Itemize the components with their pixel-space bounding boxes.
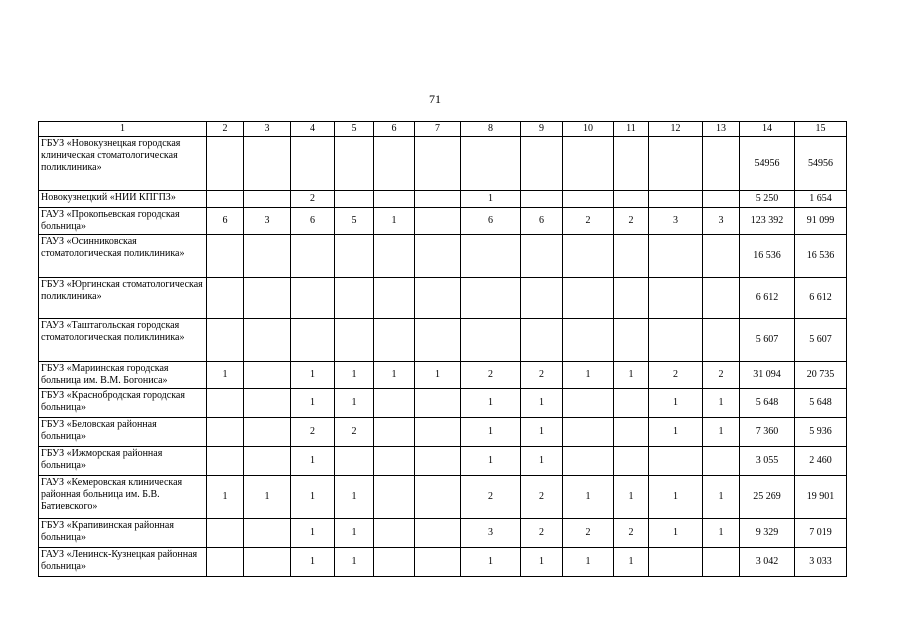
- table-cell: [244, 519, 291, 548]
- data-table: [38, 121, 847, 577]
- table-cell: [563, 278, 614, 319]
- table-cell: 1: [291, 476, 335, 519]
- table-cell: 54956: [740, 137, 795, 191]
- table-cell: [207, 319, 244, 362]
- table-cell: [614, 235, 649, 278]
- table-cell: [521, 191, 563, 208]
- table-row: [39, 418, 847, 447]
- table-cell: 3 055: [740, 447, 795, 476]
- table-cell: [521, 278, 563, 319]
- table-cell: [563, 235, 614, 278]
- table-cell: 1: [415, 362, 461, 389]
- table-cell: [335, 235, 374, 278]
- table-cell: [563, 418, 614, 447]
- table-cell: 2: [461, 476, 521, 519]
- table-cell: 1: [291, 362, 335, 389]
- table-cell: [335, 191, 374, 208]
- table-cell: 6: [291, 208, 335, 235]
- table-cell: [291, 235, 335, 278]
- table-cell: 1: [563, 476, 614, 519]
- table-cell: [207, 235, 244, 278]
- table-cell: 9 329: [740, 519, 795, 548]
- table-cell: [415, 191, 461, 208]
- table-cell: 1: [614, 548, 649, 577]
- table-cell: [415, 476, 461, 519]
- table-cell: 1 654: [795, 191, 847, 208]
- table-cell: 2: [461, 362, 521, 389]
- table-row: [39, 548, 847, 577]
- column-header: 12: [649, 122, 703, 137]
- table-cell: 1: [291, 548, 335, 577]
- column-header: 5: [335, 122, 374, 137]
- table-cell: 6: [461, 208, 521, 235]
- table-cell: 54956: [795, 137, 847, 191]
- table-cell: [374, 548, 415, 577]
- header-row: [39, 122, 847, 137]
- table-cell: [207, 137, 244, 191]
- table-cell: [207, 278, 244, 319]
- table-cell: 1: [703, 519, 740, 548]
- institution-name: ГБУЗ «Юргинская стоматологическая поликлиника»: [39, 278, 207, 319]
- table-cell: 2 460: [795, 447, 847, 476]
- table-cell: 5 936: [795, 418, 847, 447]
- table-cell: [207, 519, 244, 548]
- institution-name: ГБУЗ «Ижморская районная больница»: [39, 447, 207, 476]
- table-cell: 1: [335, 389, 374, 418]
- table-cell: [649, 191, 703, 208]
- table-cell: [244, 362, 291, 389]
- table-cell: 1: [461, 389, 521, 418]
- table-cell: [415, 389, 461, 418]
- table-cell: [703, 191, 740, 208]
- table-cell: 1: [207, 476, 244, 519]
- table-cell: 1: [335, 548, 374, 577]
- table-cell: [703, 548, 740, 577]
- table-cell: [244, 235, 291, 278]
- table-cell: [374, 319, 415, 362]
- table-cell: [461, 278, 521, 319]
- table-cell: 1: [335, 476, 374, 519]
- table-cell: [415, 418, 461, 447]
- institution-name: ГБУЗ «Новокузнецкая городская клиническая стоматологическая поликлиника»: [39, 137, 207, 191]
- table-cell: 1: [521, 389, 563, 418]
- column-header: 3: [244, 122, 291, 137]
- table-cell: [244, 137, 291, 191]
- table-row: [39, 476, 847, 519]
- table-cell: 1: [291, 519, 335, 548]
- table-cell: [207, 418, 244, 447]
- table-cell: 7 019: [795, 519, 847, 548]
- table-cell: [614, 389, 649, 418]
- table-cell: 1: [563, 548, 614, 577]
- table-cell: 1: [374, 362, 415, 389]
- table-cell: 5 607: [740, 319, 795, 362]
- table-cell: [374, 137, 415, 191]
- table-cell: [703, 447, 740, 476]
- table-cell: [649, 548, 703, 577]
- table-cell: [207, 548, 244, 577]
- table-cell: [415, 137, 461, 191]
- table-cell: 1: [291, 389, 335, 418]
- table-cell: 25 269: [740, 476, 795, 519]
- column-header: 6: [374, 122, 415, 137]
- table-cell: 2: [521, 476, 563, 519]
- table-cell: [521, 235, 563, 278]
- institution-name: ГБУЗ «Мариинская городская больница им. В.М. Богониса»: [39, 362, 207, 389]
- table-cell: [335, 278, 374, 319]
- table-cell: [415, 447, 461, 476]
- table-cell: 1: [291, 447, 335, 476]
- table-cell: 1: [703, 389, 740, 418]
- column-header: 9: [521, 122, 563, 137]
- table-cell: 6 612: [740, 278, 795, 319]
- table-cell: 1: [703, 418, 740, 447]
- table-cell: 16 536: [795, 235, 847, 278]
- table-cell: 6 612: [795, 278, 847, 319]
- table-cell: 3 042: [740, 548, 795, 577]
- column-header: 8: [461, 122, 521, 137]
- table-cell: 1: [461, 447, 521, 476]
- table-cell: 1: [649, 389, 703, 418]
- table-row: [39, 278, 847, 319]
- table-cell: 6: [207, 208, 244, 235]
- table-cell: 1: [614, 476, 649, 519]
- table-cell: [244, 389, 291, 418]
- table-cell: [244, 191, 291, 208]
- table-row: [39, 137, 847, 191]
- table-cell: 3: [649, 208, 703, 235]
- table-cell: 2: [563, 208, 614, 235]
- table-cell: [244, 319, 291, 362]
- table-cell: [207, 389, 244, 418]
- table-cell: 2: [335, 418, 374, 447]
- table-cell: 5: [335, 208, 374, 235]
- table-row: [39, 235, 847, 278]
- table-cell: [374, 235, 415, 278]
- table-cell: [415, 519, 461, 548]
- institution-name: ГАУЗ «Кемеровская клиническая районная больница им. Б.В. Батиевского»: [39, 476, 207, 519]
- table-cell: 2: [614, 208, 649, 235]
- institution-name: ГАУЗ «Ленинск-Кузнецкая районная больница»: [39, 548, 207, 577]
- table-cell: [207, 191, 244, 208]
- table-cell: 1: [521, 548, 563, 577]
- table-cell: [244, 447, 291, 476]
- table-cell: [291, 137, 335, 191]
- table-cell: [415, 278, 461, 319]
- table-cell: 1: [461, 191, 521, 208]
- table-row: [39, 447, 847, 476]
- table-row: [39, 519, 847, 548]
- table-cell: [649, 319, 703, 362]
- table-cell: [335, 319, 374, 362]
- column-header: 7: [415, 122, 461, 137]
- table-cell: 1: [614, 362, 649, 389]
- table-cell: 19 901: [795, 476, 847, 519]
- table-cell: 1: [244, 476, 291, 519]
- table-cell: 2: [291, 418, 335, 447]
- institution-name: ГАУЗ «Осинниковская стоматологическая поликлиника»: [39, 235, 207, 278]
- table-cell: [244, 418, 291, 447]
- table-cell: 1: [461, 548, 521, 577]
- column-header: 4: [291, 122, 335, 137]
- column-header: 13: [703, 122, 740, 137]
- table-cell: 1: [649, 519, 703, 548]
- table-cell: [703, 319, 740, 362]
- table-cell: [563, 389, 614, 418]
- table-cell: [563, 447, 614, 476]
- table-cell: 5 250: [740, 191, 795, 208]
- table-cell: [649, 137, 703, 191]
- column-header: 10: [563, 122, 614, 137]
- table-cell: [521, 319, 563, 362]
- table-cell: [614, 278, 649, 319]
- column-header: 2: [207, 122, 244, 137]
- table-cell: [415, 235, 461, 278]
- table-cell: [563, 319, 614, 362]
- table-cell: 1: [461, 418, 521, 447]
- table-cell: 1: [703, 476, 740, 519]
- table-cell: [649, 278, 703, 319]
- table-cell: 3: [461, 519, 521, 548]
- table-cell: [649, 447, 703, 476]
- table-cell: 5 648: [795, 389, 847, 418]
- table-row: [39, 208, 847, 235]
- column-header: 14: [740, 122, 795, 137]
- table-cell: [291, 278, 335, 319]
- table-cell: 1: [374, 208, 415, 235]
- table-cell: 1: [335, 362, 374, 389]
- table-cell: 3: [244, 208, 291, 235]
- table-cell: [244, 278, 291, 319]
- table-cell: 2: [521, 519, 563, 548]
- table-cell: 2: [563, 519, 614, 548]
- table-cell: [207, 447, 244, 476]
- table-cell: [703, 235, 740, 278]
- table-cell: [374, 418, 415, 447]
- table-cell: 31 094: [740, 362, 795, 389]
- table-cell: [614, 137, 649, 191]
- table-cell: 2: [521, 362, 563, 389]
- institution-name: Новокузнецкий «НИИ КПГПЗ»: [39, 191, 207, 208]
- table-cell: [415, 548, 461, 577]
- table-cell: [614, 319, 649, 362]
- table-cell: 91 099: [795, 208, 847, 235]
- table-cell: [374, 389, 415, 418]
- table-cell: 1: [521, 418, 563, 447]
- table-cell: 2: [614, 519, 649, 548]
- table-cell: 5 648: [740, 389, 795, 418]
- table-cell: 5 607: [795, 319, 847, 362]
- table-cell: [244, 548, 291, 577]
- table-cell: [614, 191, 649, 208]
- table-cell: [461, 235, 521, 278]
- table-cell: [415, 319, 461, 362]
- table-row: [39, 191, 847, 208]
- institution-name: ГБУЗ «Крапивинская районная больница»: [39, 519, 207, 548]
- table-cell: 20 735: [795, 362, 847, 389]
- table-row: [39, 389, 847, 418]
- table-row: [39, 319, 847, 362]
- table-cell: [703, 278, 740, 319]
- table-cell: [335, 137, 374, 191]
- table-cell: [614, 418, 649, 447]
- table-cell: 2: [291, 191, 335, 208]
- table-cell: 2: [649, 362, 703, 389]
- table-cell: [461, 137, 521, 191]
- table-cell: 3 033: [795, 548, 847, 577]
- table-cell: [374, 476, 415, 519]
- table-row: [39, 362, 847, 389]
- table-cell: 7 360: [740, 418, 795, 447]
- table-cell: [563, 137, 614, 191]
- table-cell: [521, 137, 563, 191]
- table-cell: [415, 208, 461, 235]
- table-cell: 1: [649, 418, 703, 447]
- table-cell: 1: [521, 447, 563, 476]
- table-cell: [374, 191, 415, 208]
- table-cell: 6: [521, 208, 563, 235]
- table-cell: [374, 278, 415, 319]
- table-cell: [703, 137, 740, 191]
- table-cell: 1: [563, 362, 614, 389]
- column-header: 1: [39, 122, 207, 137]
- page-number: 71: [429, 92, 441, 106]
- table-cell: [374, 519, 415, 548]
- table-cell: 1: [335, 519, 374, 548]
- column-header: 15: [795, 122, 847, 137]
- institution-name: ГБУЗ «Краснобродская городская больница»: [39, 389, 207, 418]
- institution-name: ГАУЗ «Таштагольская городская стоматологическая поликлиника»: [39, 319, 207, 362]
- institution-name: ГАУЗ «Прокопьевская городская больница»: [39, 208, 207, 235]
- table-cell: [563, 191, 614, 208]
- table-cell: [614, 447, 649, 476]
- column-header: 11: [614, 122, 649, 137]
- table-cell: 2: [703, 362, 740, 389]
- table-cell: [335, 447, 374, 476]
- table-cell: 1: [649, 476, 703, 519]
- table-cell: 123 392: [740, 208, 795, 235]
- table-cell: 3: [703, 208, 740, 235]
- institution-name: ГБУЗ «Беловская районная больница»: [39, 418, 207, 447]
- table-cell: [291, 319, 335, 362]
- table-cell: [649, 235, 703, 278]
- table-cell: [374, 447, 415, 476]
- table-cell: 16 536: [740, 235, 795, 278]
- table-cell: 1: [207, 362, 244, 389]
- table-cell: [461, 319, 521, 362]
